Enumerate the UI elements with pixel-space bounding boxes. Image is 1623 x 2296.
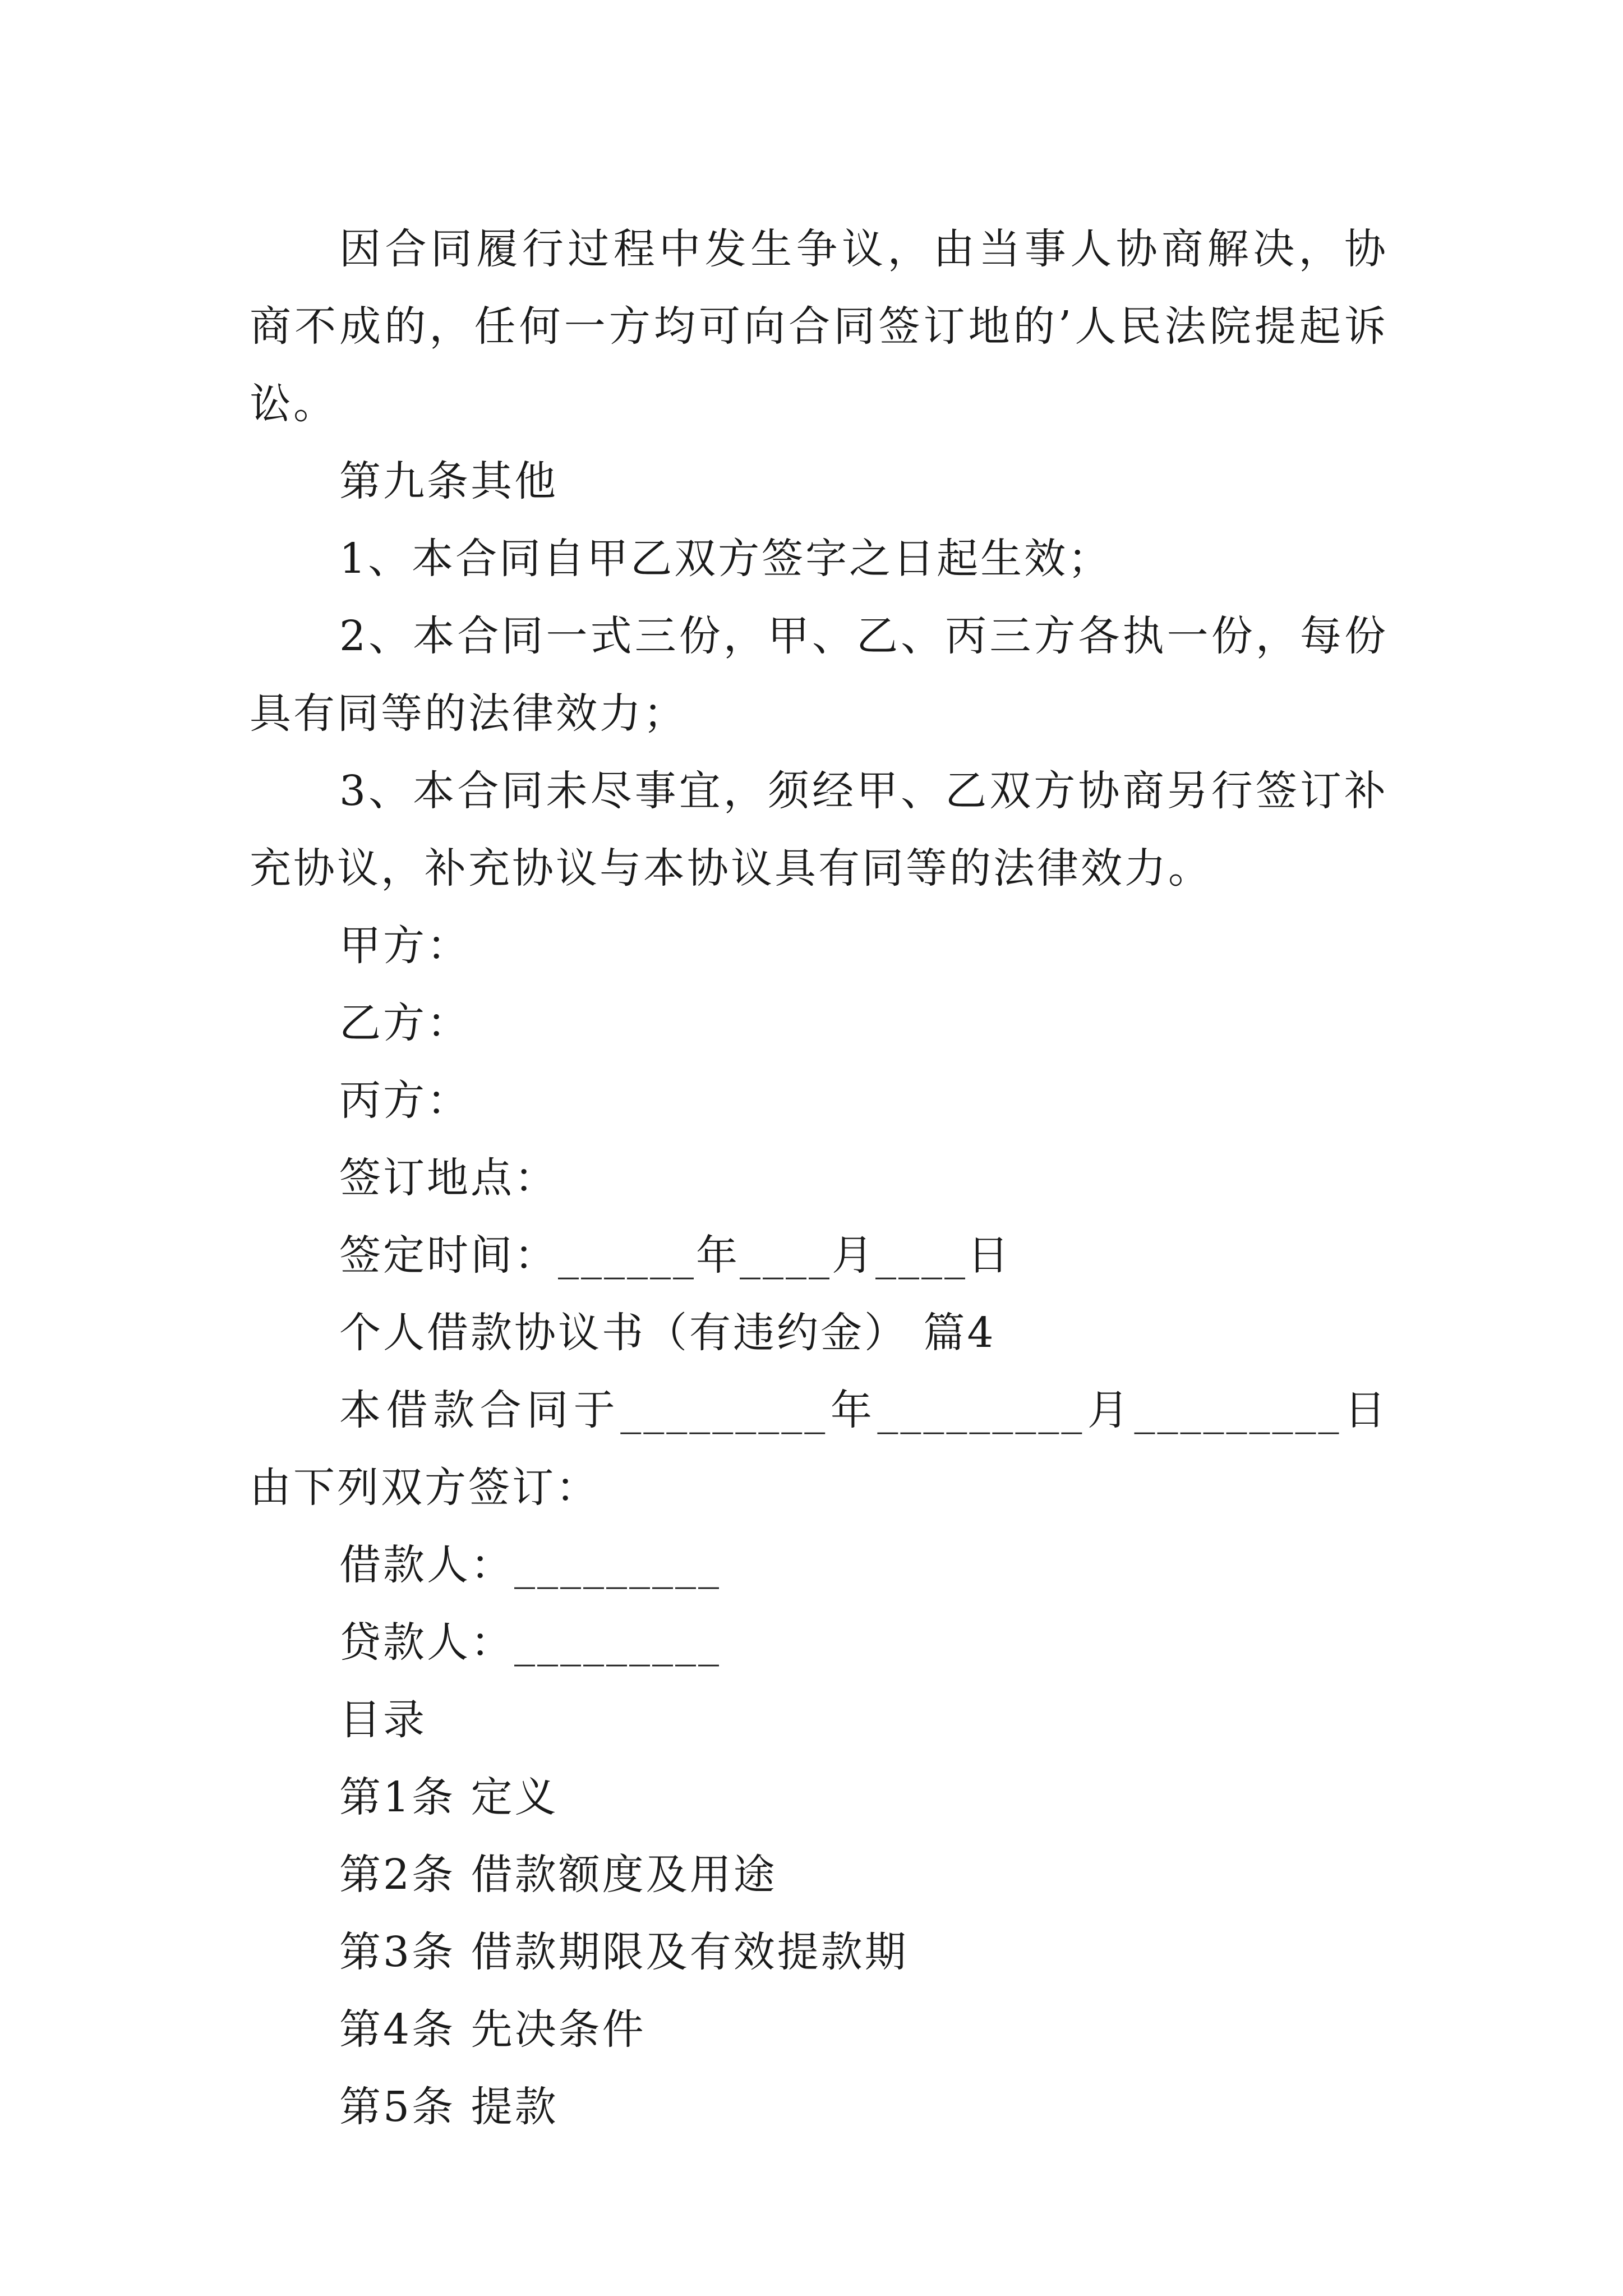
toc-heading: 目录 — [339, 1696, 427, 1744]
clause-1-effective: 1、本合同自甲乙双方签字之日起生效； — [339, 535, 1112, 583]
clause-2-copies: 2、本合同一式三份，甲、乙、丙三方各执一份，每份具有同等的法律效力； — [250, 612, 1388, 738]
toc-item-3: 第3条 借款期限及有效提款期 — [339, 1928, 909, 1976]
borrower-line: 借款人：_________ — [339, 1541, 721, 1589]
party-c-line: 丙方： — [339, 1076, 471, 1125]
paragraph-dispute-resolution: 因合同履行过程中发生争议，由当事人协商解决，协商不成的，任何一方均可向合同签订地的’人民法院提起诉讼。 — [250, 225, 1388, 428]
party-b-line: 乙方： — [339, 999, 471, 1047]
toc-item-2: 第2条 借款额度及用途 — [339, 1851, 777, 1899]
section-heading-article-9: 第九条其他 — [339, 457, 558, 505]
party-a-line: 甲方： — [339, 922, 471, 970]
lender-line: 贷款人：_________ — [339, 1618, 721, 1667]
clause-3-supplement: 3、本合同未尽事宜，须经甲、乙双方协商另行签订补充协议，补充协议与本协议具有同等的法律效力。 — [250, 767, 1388, 892]
toc-item-5: 第5条 提款 — [339, 2083, 559, 2131]
toc-item-1: 第1条 定义 — [339, 1773, 559, 1821]
toc-item-4: 第4条 先决条件 — [339, 2005, 646, 2054]
agreement-intro: 本借款合同于_________年_________月_________日由下列双方签订： — [250, 1386, 1388, 1512]
agreement-title: 个人借款协议书（有违约金） 篇4 — [339, 1309, 996, 1357]
signing-date-line: 签定时间：______年____月____日 — [339, 1231, 1011, 1280]
signing-place-line: 签订地点： — [339, 1154, 558, 1202]
document-body — [250, 210, 1388, 2146]
